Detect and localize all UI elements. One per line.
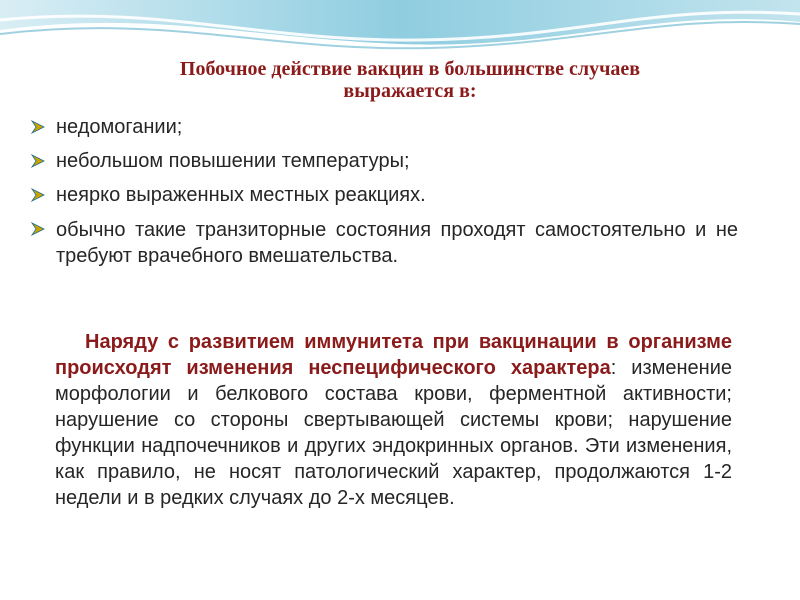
arrow-bullet-icon	[30, 187, 46, 203]
body-paragraph	[55, 330, 732, 512]
title-line-1: Побочное действие вакцин в большинстве случаев	[179, 58, 641, 80]
bullet-item	[28, 217, 738, 269]
bullet-list	[28, 115, 738, 279]
arrow-bullet-icon	[30, 119, 46, 135]
paragraph-lead: Наряду с развитием иммунитета при вакцинации в организме происходят изменения неспецифического характера	[55, 331, 732, 379]
title-line-2: выражается в:	[343, 80, 477, 102]
arrow-bullet-icon	[30, 221, 46, 237]
bullet-item	[28, 115, 738, 139]
bullet-text: неярко выраженных местных реакциях.	[56, 184, 426, 206]
arrow-bullet-icon	[30, 153, 46, 169]
bullet-text: недомогании;	[56, 116, 183, 138]
bullet-text: небольшом повышении температуры;	[56, 150, 410, 172]
bullet-item	[28, 183, 738, 207]
bullet-text: обычно такие транзиторные состояния проходят самостоятельно и не требуют врачебного вмешательства.	[56, 219, 738, 267]
header-wave-decoration	[0, 0, 800, 60]
paragraph-body: : изменение морфологии и белкового состава крови, ферментной активности; нарушение со стороны свертывающей системы крови; нарушение функции надпочечников и других эндокринных органов. Эти изменения, как правило, не носят патологический характер, продолжаются 1-2 недели и в редких случаях до 2-х месяцев.	[55, 357, 732, 509]
slide-title	[40, 58, 780, 102]
bullet-item	[28, 149, 738, 173]
